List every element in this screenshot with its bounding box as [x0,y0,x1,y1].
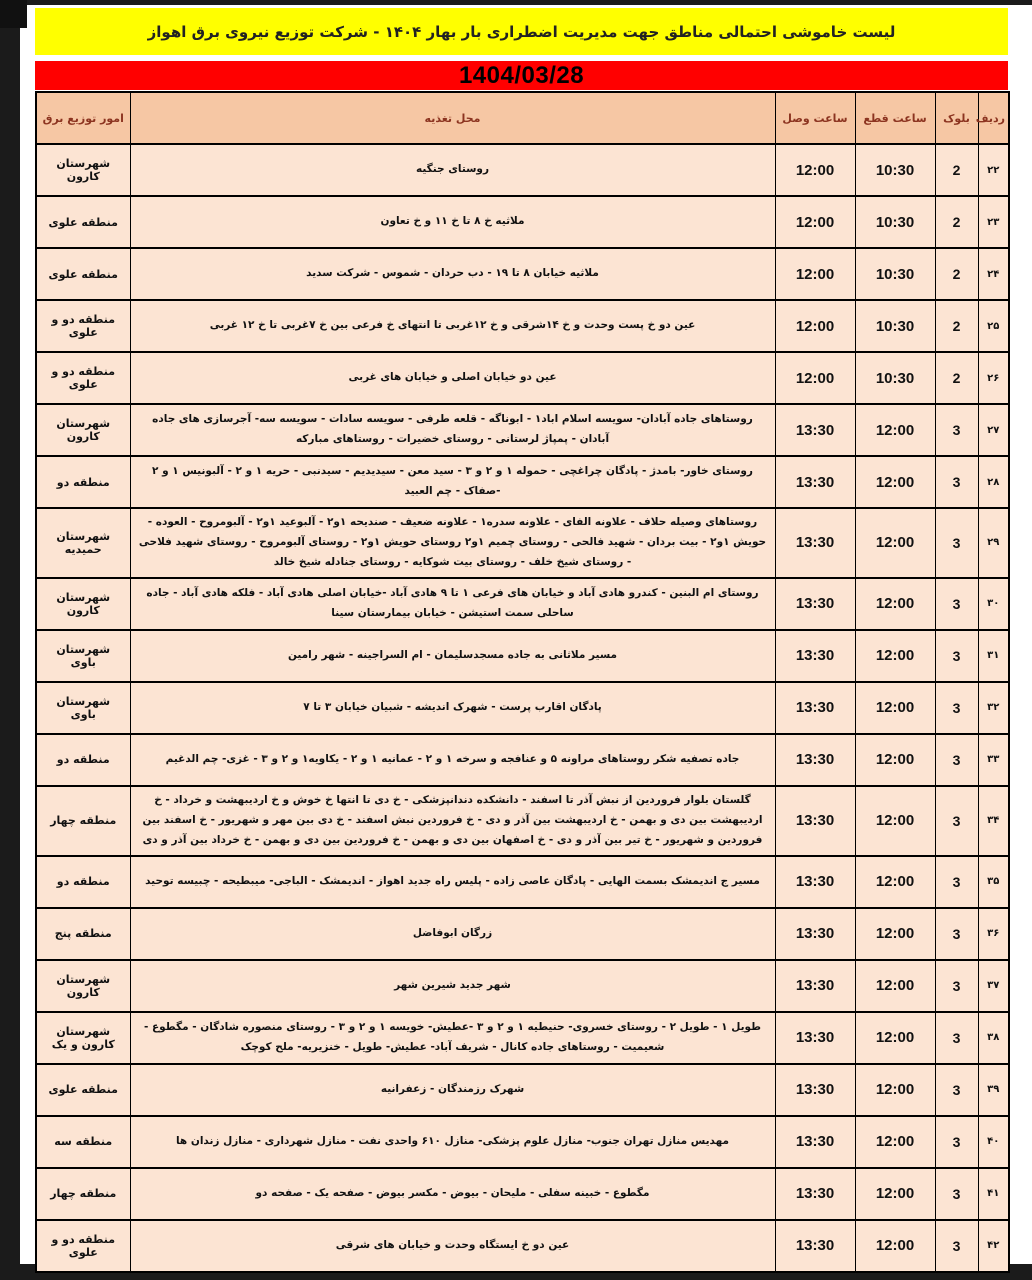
district-cell: منطقه دو [36,734,130,786]
location-cell: شهرک رزمندگان - زعفرانیه [130,1064,775,1116]
district-cell: منطقه چهار [36,1168,130,1220]
location-cell: عین دو خ ایستگاه وحدت و خیابان های شرقی [130,1220,775,1272]
connect-time-cell: 13:30 [775,1012,855,1064]
block-cell: 3 [935,786,978,856]
district-cell: منطقه چهار [36,786,130,856]
cut-time-cell: 12:00 [855,1012,935,1064]
row-number-cell: ۲۴ [978,248,1009,300]
connect-time-cell: 13:30 [775,404,855,456]
connect-time-cell: 13:30 [775,960,855,1012]
column-header-block: بلوک [935,92,978,144]
table-row [36,682,1009,734]
district-cell: شهرستان کارون [36,404,130,456]
cut-time-cell: 10:30 [855,248,935,300]
cut-time-cell: 12:00 [855,578,935,630]
district-cell: منطقه سه [36,1116,130,1168]
location-cell: مسیر ج اندیمشک بسمت الهایی - پادگان عاصی زاده - پلیس راه جدید اهواز - اندیمشک - الباجی- میبطیحه - چبیسه توحید [130,856,775,908]
cut-time-cell: 12:00 [855,1064,935,1116]
outage-date: 1404/03/28 [458,61,585,89]
location-cell: طویل ۱ - طویل ۲ - روستای خسروی- حنیطیه ۱ و ۲ و ۳ -عطیش- خویسه ۱ و ۲ و ۳ - روستای منصوره شادگان - مگطوع - شعیمیت - روستاهای جاده کانال - شریف آباد- عطیش- طویل - خنزیریه- ملح کوچک [130,1012,775,1064]
cut-time-cell: 12:00 [855,404,935,456]
cut-time-cell: 12:00 [855,1116,935,1168]
connect-time-cell: 13:30 [775,908,855,960]
date-banner [35,61,1008,90]
location-cell: عین دو خیابان اصلی و خیابان های غربی [130,352,775,404]
connect-time-cell: 13:30 [775,578,855,630]
block-cell: 3 [935,578,978,630]
location-cell: شهر جدید شیرین شهر [130,960,775,1012]
row-number-cell: ۳۰ [978,578,1009,630]
row-number-cell: ۳۸ [978,1012,1009,1064]
block-cell: 2 [935,352,978,404]
connect-time-cell: 12:00 [775,144,855,196]
cut-time-cell: 12:00 [855,786,935,856]
connect-time-cell: 13:30 [775,856,855,908]
table-row [36,196,1009,248]
district-cell: شهرستان باوی [36,630,130,682]
connect-time-cell: 13:30 [775,682,855,734]
screen-edge-top [0,0,1032,5]
cut-time-cell: 12:00 [855,908,935,960]
location-cell: روستای جنگیه [130,144,775,196]
cut-time-cell: 10:30 [855,352,935,404]
cut-time-cell: 12:00 [855,734,935,786]
row-number-cell: ۲۳ [978,196,1009,248]
cut-time-cell: 10:30 [855,300,935,352]
row-number-cell: ۳۳ [978,734,1009,786]
table-row [36,248,1009,300]
location-cell: روستای خاور- بامدژ - پادگان چراغچی - حموله ۱ و ۲ و ۳ - سید معن - سیدیدیم - سیدنبی - حریه ۱ و ۲ - آلبونیس ۱ و ۲ -صفاک - چم العبید [130,456,775,508]
block-cell: 3 [935,682,978,734]
row-number-cell: ۳۴ [978,786,1009,856]
block-cell: 3 [935,856,978,908]
district-cell: شهرستان کارون [36,144,130,196]
screen-edge-left [0,0,20,1280]
block-cell: 3 [935,630,978,682]
district-cell: شهرستان باوی [36,682,130,734]
district-cell: منطقه دو و علوی [36,352,130,404]
column-header-connect-time: ساعت وصل [775,92,855,144]
table-row [36,734,1009,786]
column-header-row-number: ردیف [978,92,1009,144]
connect-time-cell: 13:30 [775,1064,855,1116]
table-row [36,1168,1009,1220]
district-cell: شهرستان حمیدیه [36,508,130,578]
connect-time-cell: 13:30 [775,1116,855,1168]
column-header-location: محل تغذیه [130,92,775,144]
district-cell: منطقه پنج [36,908,130,960]
document-title-banner [35,8,1008,55]
block-cell: 2 [935,196,978,248]
row-number-cell: ۴۲ [978,1220,1009,1272]
column-header-cut-time: ساعت قطع [855,92,935,144]
table-row [36,908,1009,960]
table-row [36,508,1009,578]
connect-time-cell: 12:00 [775,300,855,352]
table-row [36,630,1009,682]
cut-time-cell: 12:00 [855,508,935,578]
block-cell: 2 [935,144,978,196]
location-cell: ملاثیه خ ۸ تا خ ۱۱ و خ تعاون [130,196,775,248]
location-cell: عین دو خ پست وحدت و خ ۱۴شرقی و خ ۱۲غربی تا انتهای خ فرعی بین خ ۷غربی تا خ ۱۲ غربی [130,300,775,352]
table-row [36,1220,1009,1272]
district-cell: شهرستان کارون و یک [36,1012,130,1064]
cut-time-cell: 10:30 [855,144,935,196]
location-cell: مسیر ملاثانی به جاده مسجدسلیمان - ام السراجینه - شهر رامین [130,630,775,682]
district-cell: منطقه علوی [36,196,130,248]
row-number-cell: ۲۸ [978,456,1009,508]
connect-time-cell: 13:30 [775,456,855,508]
block-cell: 2 [935,248,978,300]
block-cell: 3 [935,404,978,456]
table-row [36,300,1009,352]
row-number-cell: ۲۷ [978,404,1009,456]
block-cell: 3 [935,1064,978,1116]
table-row [36,856,1009,908]
cut-time-cell: 12:00 [855,1220,935,1272]
table-row [36,578,1009,630]
row-number-cell: ۳۵ [978,856,1009,908]
table-row [36,1012,1009,1064]
table-row [36,144,1009,196]
block-cell: 2 [935,300,978,352]
connect-time-cell: 13:30 [775,734,855,786]
block-cell: 3 [935,1012,978,1064]
table-row [36,960,1009,1012]
block-cell: 3 [935,508,978,578]
cut-time-cell: 12:00 [855,1168,935,1220]
row-number-cell: ۲۶ [978,352,1009,404]
table-row [36,404,1009,456]
table-row [36,1116,1009,1168]
block-cell: 3 [935,456,978,508]
table-header-row [36,92,1009,144]
row-number-cell: ۳۶ [978,908,1009,960]
location-cell: پادگان اقارب پرست - شهرک اندیشه - شبیان خیابان ۳ تا ۷ [130,682,775,734]
district-cell: منطقه دو [36,856,130,908]
row-number-cell: ۲۵ [978,300,1009,352]
location-cell: روستای ام البنین - کندرو هادی آباد و خیابان های فرعی ۱ تا ۹ هادی آباد -خیابان اصلی هادی آباد - فلکه هادی آباد - جاده ساحلی سمت استیشن - خیابان بیمارستان سینا [130,578,775,630]
block-cell: 3 [935,1220,978,1272]
district-cell: منطقه دو [36,456,130,508]
connect-time-cell: 13:30 [775,508,855,578]
column-header-district: امور توزیع برق [36,92,130,144]
table-row [36,786,1009,856]
location-cell: ملاثیه خیابان ۸ تا ۱۹ - دب حردان - شموس - شرکت سدید [130,248,775,300]
cut-time-cell: 12:00 [855,630,935,682]
connect-time-cell: 12:00 [775,248,855,300]
block-cell: 3 [935,908,978,960]
outage-sheet [35,8,1008,1273]
block-cell: 3 [935,734,978,786]
block-cell: 3 [935,1168,978,1220]
district-cell: شهرستان کارون [36,960,130,1012]
screen-edge-corner [0,0,27,28]
cut-time-cell: 12:00 [855,456,935,508]
row-number-cell: ۳۹ [978,1064,1009,1116]
district-cell: منطقه دو و علوی [36,1220,130,1272]
location-cell: مهدیس منازل تهران جنوب- منازل علوم پزشکی- منازل ۶۱۰ واحدی نفت - منازل شهرداری - منازل زندان ها [130,1116,775,1168]
row-number-cell: ۳۱ [978,630,1009,682]
district-cell: منطقه علوی [36,248,130,300]
district-cell: منطقه دو و علوی [36,300,130,352]
row-number-cell: ۴۰ [978,1116,1009,1168]
connect-time-cell: 13:30 [775,786,855,856]
location-cell: روستاهای جاده آبادان- سویسه اسلام اباد۱ - ابوناگه - قلعه طرفی - سویسه سادات - سویسه سه- آجرسازی های جاده آبادان - پمپاژ لرستانی - روستای خضیرات - روستاهای مبارکه [130,404,775,456]
cut-time-cell: 12:00 [855,682,935,734]
cut-time-cell: 12:00 [855,856,935,908]
row-number-cell: ۳۲ [978,682,1009,734]
location-cell: جاده تصفیه شکر روستاهای مراونه ۵ و عنافجه و سرخه ۱ و ۲ - عمانیه ۱ و ۲ - یکاویه۱ و ۲ و ۳ - غزی- چم الدغیم [130,734,775,786]
location-cell: مگطوع - خبینه سفلی - ملیحان - بیوض - مکسر بیوض - صفحه یک - صفحه دو [130,1168,775,1220]
table-row [36,456,1009,508]
connect-time-cell: 12:00 [775,352,855,404]
block-cell: 3 [935,1116,978,1168]
table-row [36,352,1009,404]
location-cell: گلستان بلوار فروردین از نبش آذر تا اسفند - دانشکده دندانپزشکی - خ دی تا انتها خ خوش و خ اردیبهشت و خرداد - خ اردیبهشت بین دی و بهمن - خ اردیبهشت بین آذر و دی - خ فروردین نبش اسفند - خ دی بین مهر و شهریور - خ اسفند بین فروردین و شهریور - خ تیر بین آذر و دی - خ اصفهان بین دی و بهمن - خ فروردین بین دی و بهمن - خ خرداد بین آذر و دی [130,786,775,856]
district-cell: شهرستان کارون [36,578,130,630]
location-cell: روستاهای وصیله حلاف - علاونه الفای - علاونه سدره۱ - علاونه ضعیف - صندیحه ۱و۲ - آلبوعید ۱و۲ - آلبومروح - العوده - حویش ۱و۲ - بیت بردان - شهید فالحی - روستای چمیم ۱و۲ روستای حویش ۱و۲ - روستای آلبومروح - روستای شهید فلاحی - روستای شیخ خلف - روستای بیت شوکایه - روستای جنادله شیخ خالد [130,508,775,578]
district-cell: منطقه علوی [36,1064,130,1116]
connect-time-cell: 12:00 [775,196,855,248]
row-number-cell: ۴۱ [978,1168,1009,1220]
document-title: لیست خاموشی احتمالی مناطق جهت مدیریت اضطراری بار بهار ۱۴۰۴ - شرکت توزیع نیروی برق اهواز [147,22,896,41]
outage-table [35,91,1010,1273]
connect-time-cell: 13:30 [775,630,855,682]
row-number-cell: ۲۹ [978,508,1009,578]
cut-time-cell: 12:00 [855,960,935,1012]
location-cell: زرگان ابوفاضل [130,908,775,960]
block-cell: 3 [935,960,978,1012]
connect-time-cell: 13:30 [775,1168,855,1220]
table-row [36,1064,1009,1116]
row-number-cell: ۲۲ [978,144,1009,196]
row-number-cell: ۳۷ [978,960,1009,1012]
connect-time-cell: 13:30 [775,1220,855,1272]
cut-time-cell: 10:30 [855,196,935,248]
